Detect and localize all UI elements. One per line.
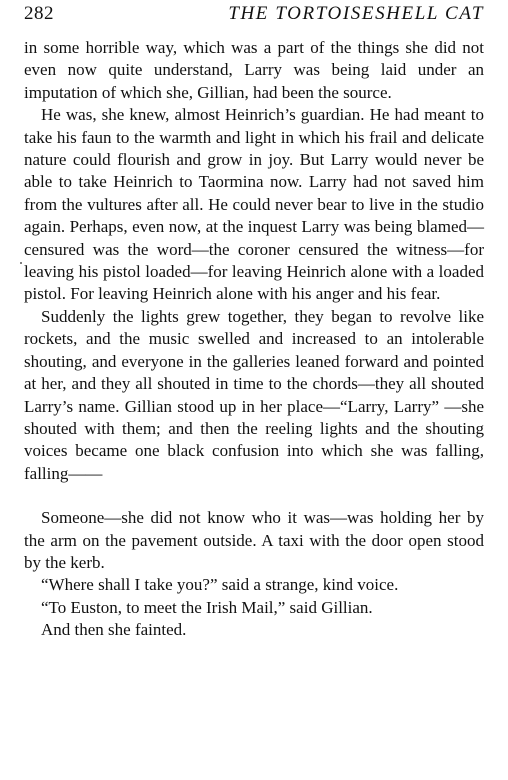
paragraph-someone: Someone—she did not know who it was—was holding her by the arm on the pavement outside. A taxi with the door open stood by the kerb. — [24, 508, 484, 572]
paragraph-fainted: And then she fainted. — [41, 620, 187, 640]
running-head — [24, 2, 484, 26]
print-speck — [20, 262, 22, 264]
dialogue-line: “To Euston, to meet the Irish Mail,” said Gillian. — [41, 597, 373, 617]
book-title: THE TORTOISESHELL CAT — [228, 3, 484, 24]
paragraph-lights: Suddenly the lights grew together, they began to revolve like rockets, and the music swelled and increased to an intolerable shouting, and everyone in the galleries leaned forward and pointed at her, and they all shouted in time to the chords—they all shouted Larry’s name. Gillian stood up in her place—“Larry, Larry” —she shouted with them; and then the reeling lights and the shouting voices became one black confusion into which she was falling, falling—— — [24, 306, 484, 483]
dialogue-line: “Where shall I take you?” said a strange, kind voice. — [41, 575, 399, 595]
body-text — [24, 37, 484, 642]
page-number: 282 — [24, 3, 54, 24]
paragraph-continuation: in some horrible way, which was a part of the things she did not even now quite understand, Larry was being laid under an imputation of which she, Gillian, had been the source. — [24, 38, 484, 102]
paragraph-guardian: He was, she knew, almost Heinrich’s guardian. He had meant to take his faun to the warmth and light in which his frail and delicate nature could flourish and grow in joy. But Larry would never be able to take Heinrich to Taormina now. Larry had not saved him from the vultures after all. He could never bear to live in the studio again. Perhaps, even now, at the inquest Larry was being blamed—censured was the word—the coroner censured the witness—for leaving his pistol loaded—for leaving Heinrich alone with a loaded pistol. For leaving Heinrich alone with his anger and his fear. — [24, 105, 484, 304]
